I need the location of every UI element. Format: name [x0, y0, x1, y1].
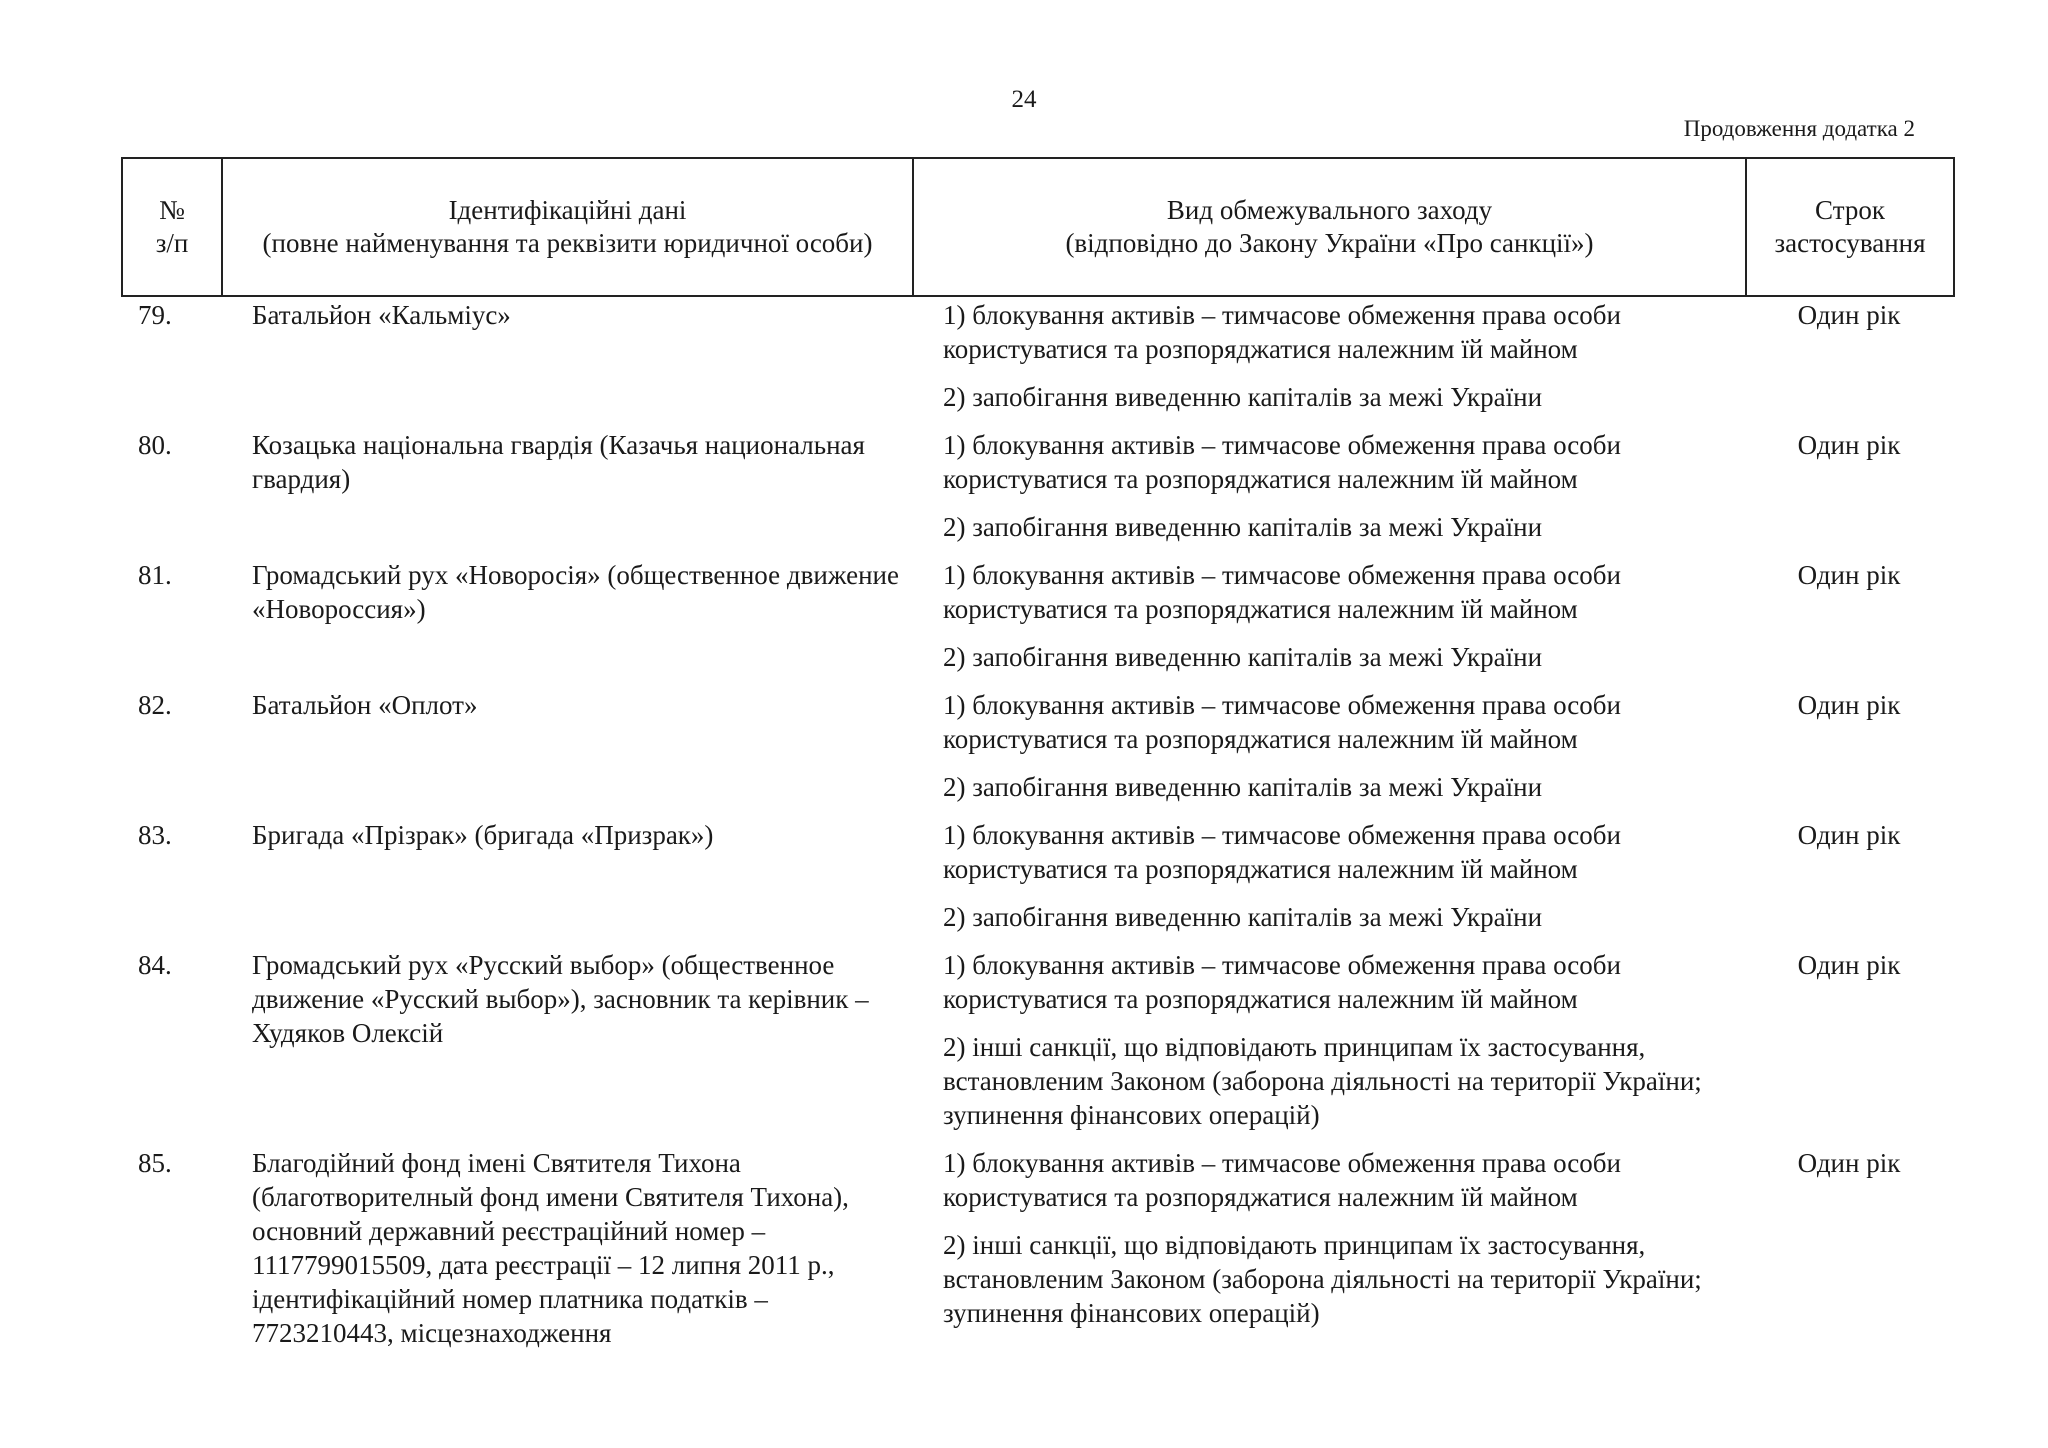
measures-cell: [943, 688, 1743, 804]
table-header: [121, 157, 1955, 297]
table-row: [0, 298, 2048, 414]
header-identification: [222, 158, 913, 296]
table-body: [0, 298, 2048, 1348]
table-row: [0, 688, 2048, 804]
measure-item: 1) блокування активів – тимчасове обмеження права особи користуватися та розпоряджатися належним їй майном: [943, 950, 1621, 1014]
page-number: 24: [1011, 86, 1037, 113]
measure-item: 1) блокування активів – тимчасове обмеження права особи користуватися та розпоряджатися належним їй майном: [943, 560, 1621, 624]
header-number-line1: №: [159, 195, 185, 225]
entity-name: Батальйон «Оплот»: [252, 690, 478, 720]
measure-item: 1) блокування активів – тимчасове обмеження права особи користуватися та розпоряджатися належним їй майном: [943, 690, 1621, 754]
header-term-line1: Строк: [1815, 195, 1885, 225]
term-cell: Один рік: [1797, 300, 1901, 330]
header-number-line2: з/п: [155, 228, 189, 258]
measure-item: 2) запобігання виведенню капіталів за межі України: [943, 512, 1543, 542]
measure-item: 1) блокування активів – тимчасове обмеження права особи користуватися та розпоряджатися належним їй майном: [943, 430, 1621, 494]
table-row: [0, 428, 2048, 544]
term-cell: Один рік: [1797, 820, 1901, 850]
row-number: 82.: [138, 690, 172, 720]
measure-item: 2) запобігання виведенню капіталів за межі України: [943, 902, 1543, 932]
measure-item: 2) запобігання виведенню капіталів за межі України: [943, 382, 1543, 412]
term-cell: Один рік: [1797, 1148, 1901, 1178]
term-cell: Один рік: [1797, 690, 1901, 720]
measure-item: 2) запобігання виведенню капіталів за межі України: [943, 642, 1543, 672]
measures-cell: [943, 558, 1743, 674]
annex-continuation-note: Продовження додатка 2: [1683, 116, 1915, 141]
measure-item: 1) блокування активів – тимчасове обмеження права особи користуватися та розпоряджатися належним їй майном: [943, 300, 1621, 364]
measure-item: 1) блокування активів – тимчасове обмеження права особи користуватися та розпоряджатися належним їй майном: [943, 1148, 1621, 1212]
table-row: [0, 558, 2048, 674]
row-number: 85.: [138, 1148, 172, 1178]
header-measure: [913, 158, 1746, 296]
table-row: [0, 1146, 2048, 1348]
measure-item: 2) інші санкції, що відповідають принципам їх застосування, встановленим Законом (заборона діяльності на території України; зупинення фінансових операцій): [943, 1032, 1702, 1130]
header-identification-line2: (повне найменування та реквізити юридичної особи): [262, 228, 873, 258]
row-number: 81.: [138, 560, 172, 590]
row-number: 79.: [138, 300, 172, 330]
row-number: 80.: [138, 430, 172, 460]
term-cell: Один рік: [1797, 560, 1901, 590]
header-term-line2: застосування: [1774, 228, 1926, 258]
entity-name: Козацька національна гвардія (Казачья национальная гвардия): [252, 430, 865, 494]
header-row: [122, 158, 1954, 296]
header-measure-line2: (відповідно до Закону України «Про санкції»): [1065, 228, 1594, 258]
entity-name: Батальйон «Кальміус»: [252, 300, 511, 330]
table-row: [0, 818, 2048, 934]
row-number: 83.: [138, 820, 172, 850]
measures-cell: [943, 298, 1743, 414]
row-number: 84.: [138, 950, 172, 980]
header-measure-line1: Вид обмежувального заходу: [1166, 195, 1493, 225]
header-term: [1746, 158, 1954, 296]
measures-cell: [943, 948, 1743, 1132]
table-row: [0, 948, 2048, 1132]
measures-cell: [943, 1146, 1743, 1330]
header-identification-line1: Ідентифікаційні дані: [448, 195, 687, 225]
measure-item: 2) запобігання виведенню капіталів за межі України: [943, 772, 1543, 802]
term-cell: Один рік: [1797, 950, 1901, 980]
measures-cell: [943, 818, 1743, 934]
entity-name: Громадський рух «Русский выбор» (общественное движение «Русский выбор»), засновник та керівник – Худяков Олексій: [252, 950, 869, 1048]
entity-name: Благодійний фонд імені Святителя Тихона (благотворителный фонд имени Святителя Тихона), основний державний реєстраційний номер – 1117799015509, дата реєстрації – 12 липня 2011 р., ідентифікаційний номер платника податків – 7723210443, місцезнаходження: [252, 1148, 849, 1348]
entity-name: Громадський рух «Новоросія» (общественное движение «Новороссия»): [252, 560, 899, 624]
header-number: [122, 158, 222, 296]
measure-item: 1) блокування активів – тимчасове обмеження права особи користуватися та розпоряджатися належним їй майном: [943, 820, 1621, 884]
measure-item: 2) інші санкції, що відповідають принципам їх застосування, встановленим Законом (заборона діяльності на території України; зупинення фінансових операцій): [943, 1230, 1702, 1328]
term-cell: Один рік: [1797, 430, 1901, 460]
measures-cell: [943, 428, 1743, 544]
entity-name: Бригада «Прізрак» (бригада «Призрак»): [252, 820, 714, 850]
